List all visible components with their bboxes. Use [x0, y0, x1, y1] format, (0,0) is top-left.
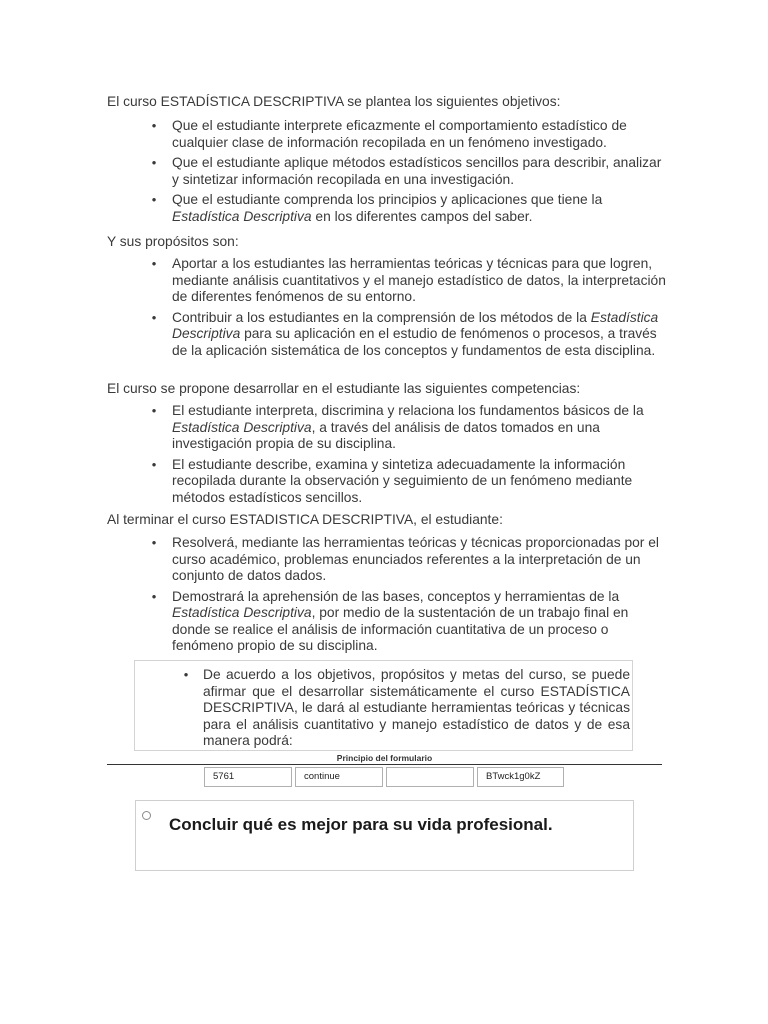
hidden-field-empty[interactable] — [386, 767, 474, 787]
bullet-icon: • — [151, 456, 157, 472]
competency-item: • El estudiante interpreta, discrimina y relaciona los fundamentos básicos de la Estadística Descriptiva, a través del análisis de datos tomados en una investigación propia de su disciplina. — [172, 403, 667, 453]
bullet-icon: • — [151, 309, 157, 325]
bullet-icon: • — [183, 667, 189, 682]
hidden-field-token[interactable]: BTwck1g0kZ — [477, 767, 564, 787]
bullet-icon: • — [151, 403, 157, 418]
objectives-intro: El curso ESTADÍSTICA DESCRIPTIVA se plantea los siguientes objetivos: — [107, 94, 561, 109]
form-caption: Principio del formulario — [336, 753, 433, 763]
bullet-icon: • — [151, 118, 157, 133]
question-text: De acuerdo a los objetivos, propósitos y metas del curso, se puede afirmar que el desarrollar sistemáticamente el curso ESTADÍSTICA DESCRIPTIVA, le dará al estudiante herramientas teóricas y técnicas para el análisis cuantitativo y manejo estadístico de datos y de esa manera podrá: — [203, 667, 630, 748]
hidden-field-id[interactable]: 5761 — [204, 767, 292, 787]
hidden-field-action[interactable]: continue — [295, 767, 383, 787]
form-divider — [107, 764, 662, 765]
objective-item: • Que el estudiante comprenda los principios y aplicaciones que tiene la Estadística Descriptiva en los diferentes campos del saber. — [172, 192, 667, 225]
purpose-item: • Aportar a los estudiantes las herramientas teóricas y técnicas para que logren, mediante análisis cuantitativos y el manejo estadístico de datos, la interpretación de diferentes fenómenos de su entorno. — [172, 256, 667, 306]
purposes-intro: Y sus propósitos son: — [107, 234, 239, 249]
outcome-item: • Demostrará la aprehensión de las bases, conceptos y herramientas de la Estadística Descriptiva, por medio de la sustentación de un trabajo final en donde se realice el análisis de información cuantitativa de un proceso o fenómeno propio de su disciplina. — [172, 589, 667, 655]
answer-option-label[interactable]: Concluir qué es mejor para su vida profesional. — [169, 815, 553, 834]
outcome-item: • Resolverá, mediante las herramientas teóricas y técnicas proporcionadas por el curso académico, problemas enunciados referentes a la interpretación de un conjunto de datos dados. — [172, 535, 667, 585]
answer-option-box — [135, 800, 634, 871]
objective-item: • Que el estudiante interprete eficazmente el comportamiento estadístico de cualquier clase de información recopilada en un fenómeno investigado. — [172, 118, 667, 151]
bullet-icon: • — [151, 588, 157, 604]
bullet-icon: • — [151, 155, 157, 170]
bullet-icon: • — [151, 256, 157, 271]
objectives-list — [151, 118, 667, 229]
purpose-item: • Contribuir a los estudiantes en la comprensión de los métodos de la Estadística Descriptiva para su aplicación en el estudio de fenómenos o procesos, a través de la aplicación sistemática de los conceptos y fundamentos de esta disciplina. — [172, 310, 667, 360]
bullet-icon: • — [151, 535, 157, 550]
competency-item: • El estudiante describe, examina y sintetiza adecuadamente la información recopilada durante la observación y seguimiento de un fenómeno mediante métodos estadísticos sencillos. — [172, 457, 667, 507]
purposes-list — [151, 256, 667, 363]
outcomes-list — [151, 535, 667, 659]
bullet-icon: • — [151, 192, 157, 207]
objective-item: • Que el estudiante aplique métodos estadísticos sencillos para describir, analizar y sintetizar información recopilada en una investigación. — [172, 155, 667, 188]
competencies-list — [151, 403, 667, 510]
competencies-intro: El curso se propone desarrollar en el estudiante las siguientes competencias: — [107, 381, 581, 396]
answer-radio-button[interactable] — [142, 811, 151, 820]
outcomes-intro: Al terminar el curso ESTADISTICA DESCRIPTIVA, el estudiante: — [107, 512, 503, 527]
question-box — [134, 660, 633, 751]
